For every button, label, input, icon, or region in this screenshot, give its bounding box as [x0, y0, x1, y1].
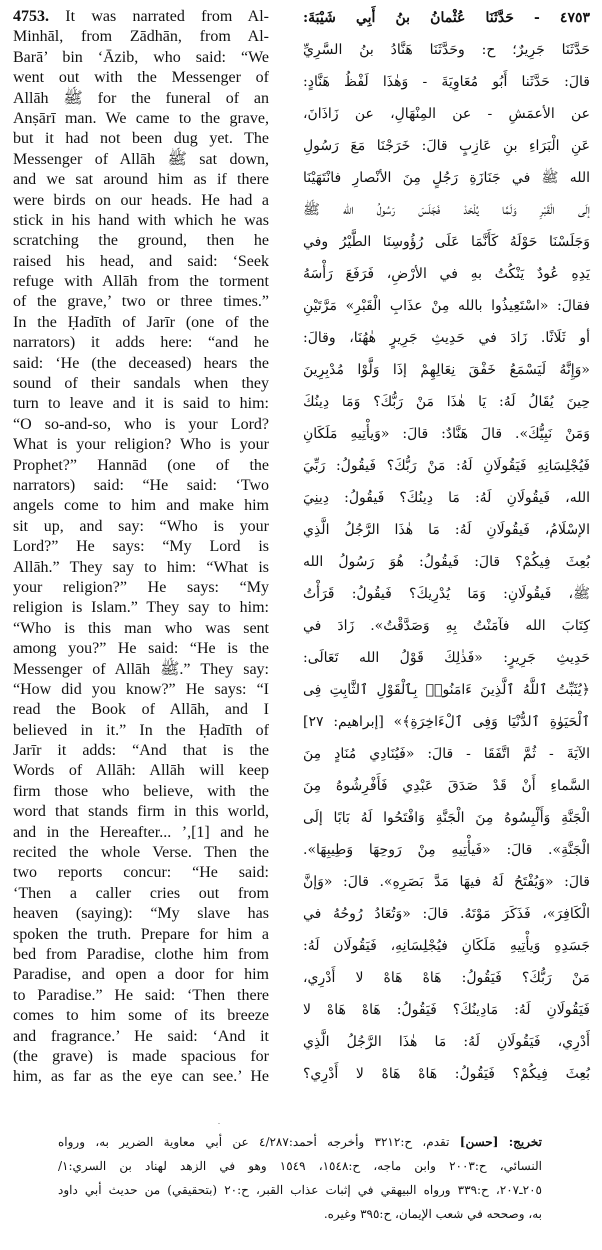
arabic-line: ﷺ، فَيقُولَانِ: وَمَا يُدْرِيكَ؟ فَيقُولُ: قَرَأْتُ — [303, 586, 590, 602]
english-line — [13, 7, 269, 27]
english-line — [13, 721, 269, 741]
arabic-line: فَيُجْلِسَانِهِ فَيَقُولَانِ لَهُ: مَنْ رَبُّكَ؟ فَيقُولُ: رَبِّيَ — [303, 458, 590, 474]
english-line-text: two reports concur: “He said: — [13, 864, 269, 882]
english-line-text: Minhāl, from Zādhān, from Al- — [13, 28, 269, 46]
english-line-text: read the Book of Allāh, and I — [13, 701, 269, 719]
english-line — [13, 333, 269, 353]
arabic-line: عن الأعمَشِ - عن المِنْهَالِ، عن زَاذَانَ، — [303, 106, 590, 122]
arabic-line: ﴿يُثَبِّتُ ٱللَّهُ ٱلَّذِينَ ءَامَنُوا۟ بِٱلْقَوْلِ ٱلثَّابِتِ فِى — [303, 682, 590, 698]
english-line — [13, 170, 269, 190]
english-line-text: (the grave) is made spacious for — [13, 1047, 269, 1065]
english-line-text: “Who is this man who was sent — [13, 619, 269, 637]
arabic-line: الْجَنَّةِ». قالَ: «فَيأْتِيهِ مِنْ رَوحِهَا وَطِيبِهَا». — [303, 842, 590, 858]
arabic-line: حَدِيثِ جَرِيرٍ: «فَذٰلِكَ قَوْلُ الله تَعَالَى: — [303, 650, 590, 666]
arabic-line: بُعِثَ فِيكُمْ؟ قالَ: فَيقُولُ: هُوَ رَسُولُ الله — [303, 554, 590, 570]
english-line — [13, 517, 269, 537]
english-line-text: refuge with Allāh from the torment — [13, 273, 269, 291]
arabic-line: الآيَةَ - ثُمَّ اتَّفَقَا - قالَ: «فَيُنَادِي مُنَادٍ مِنَ — [303, 746, 590, 762]
english-line-text: “How did you know?” He says: “I — [13, 680, 269, 698]
footnote-line — [58, 1154, 542, 1178]
english-line-text: religion is Islam.” They say to him: — [13, 599, 269, 617]
english-translation-column — [13, 7, 269, 1088]
arabic-line: مَنْ رَبُّكَ؟ فَيَقُولُ: هَاهْ هَاهْ لا أَدْرِي، — [303, 970, 590, 986]
english-line-text: Anṣārī man. We came to the grave, — [13, 109, 269, 127]
english-line-text: angels come to him and make him — [13, 497, 269, 515]
english-line-text: Allāh.” They say to him: “What is — [13, 558, 269, 576]
english-line — [13, 68, 269, 88]
english-line — [13, 211, 269, 231]
arabic-line: حِينَ يُقَالُ لَهُ: يَا هٰذَا مَنْ رَبُّكَ؟ وَمَا دِينُكَ — [303, 394, 590, 410]
arabic-line: الْجَنَّةِ وَأَلْبِسُوهُ مِنَ الْجَنَّةِ وَافْتَحُوا لَهُ بَابًا إلَى — [303, 810, 590, 826]
english-line — [13, 496, 269, 516]
english-line-text: “O so-and-so, who is your Lord? — [13, 415, 269, 433]
arabic-line: حَدَّثَنَا جَرِيرٌ؛ ح: وحَدَّثَنَا هَنَّادُ بنُ السَّرِيِّ — [303, 42, 590, 58]
english-line-text: were birds on our heads. He had a — [13, 191, 269, 209]
english-line — [13, 598, 269, 618]
english-line-text: word that stands firm in this world, — [13, 803, 269, 821]
arabic-line: الإسْلَامُ، فَيقُولَانِ لَهُ: مَا هٰذَا الرَّجُلُ الَّذِي — [303, 522, 590, 538]
english-line — [13, 782, 269, 802]
english-line-text: Paradise, and open a door for him — [13, 966, 269, 984]
english-line — [13, 129, 269, 149]
arabic-line: السَّماءِ أَنْ قَدْ صَدَقَ عَبْدِي فَأَفْرِشُوهُ مِنَ — [303, 778, 590, 794]
english-line-text: Messenger of Allāh ﷺ sat down, — [13, 150, 269, 168]
english-line-text: sit up, and say: “Who is your — [13, 517, 269, 535]
english-line-text: Allāh ﷺ for the funeral of an — [13, 89, 270, 107]
english-line-text: heaven (saying): “My slave has — [13, 905, 269, 923]
english-line-text: among you?” He said: “He is the — [13, 640, 269, 658]
english-line-text: Messenger of Allāh ﷺ.” They say: — [13, 660, 269, 678]
english-line-text: Prophet?” Hannād (one of the — [13, 456, 269, 474]
english-line — [13, 578, 269, 598]
footnote-line — [58, 1202, 542, 1226]
footnote-line — [58, 1178, 542, 1202]
arabic-line: أو ثَلَاثًا. زَادَ في حَدِيثِ جَرِيرٍ هٰهُنَا، وقالَ: — [303, 330, 590, 346]
english-line-text: recited the whole Verse. Then the — [13, 844, 269, 862]
english-line-text: It was narrated from Al- — [65, 8, 270, 25]
english-line — [13, 394, 269, 414]
arabic-line: الْكَافِرَ»، فَذَكَرَ مَوْتَهُ. قالَ: «وَتُعَادُ رُوحُهُ في — [303, 906, 590, 922]
english-line-text: and we sat around him as if there — [13, 171, 269, 189]
english-line — [13, 761, 269, 781]
english-line-text: went out with the Messenger of — [13, 69, 269, 87]
english-line-text: to Paradise.” He said: ‘Then there — [13, 986, 269, 1004]
english-line — [13, 150, 269, 170]
english-line-text: and fragrance.’ He said: ‘And it — [13, 1027, 269, 1045]
arabic-line: كِتَابَ الله فآمَنْتُ بِهِ وَصَدَّقْتُ». زَادَ في — [303, 618, 590, 634]
english-line — [13, 1067, 269, 1087]
english-line — [13, 660, 269, 680]
english-line — [13, 884, 269, 904]
arabic-line: أَدْرِي، فَيَقُولَانِ لَهُ: مَا هٰذَا الرَّجُلُ الَّذِي — [303, 1034, 590, 1050]
english-line — [13, 639, 269, 659]
hadith-number: 4753. — [13, 8, 49, 25]
arabic-line: عَنِ الْبَرَاءِ بنِ عَازِبٍ قالَ: خَرَجْنَا مَعَ رَسُولِ — [303, 138, 590, 154]
english-line — [13, 354, 269, 374]
footnote-text: به، وصححه في شعب الإيمان، ح:٣٩٥ وغيره. — [323, 1207, 542, 1221]
english-line — [13, 476, 269, 496]
english-line-text: believed in it.” In the Ḥadīth of — [13, 721, 269, 739]
scan-speck — [218, 1123, 220, 1124]
english-line — [13, 313, 269, 333]
english-line — [13, 231, 269, 251]
english-line — [13, 680, 269, 700]
english-line — [13, 823, 269, 843]
english-line — [13, 191, 269, 211]
arabic-line: قالَ: «وَيُفْتَحُ لَهُ فيهَا مَدَّ بَصَرِهِ». قالَ: «وَإنَّ — [303, 874, 590, 890]
english-line-text: In the Ḥadīth of Jarīr (one of the — [13, 313, 269, 331]
arabic-line: فقالَ: «اسْتَعِيذُوا بالله مِنْ عذَابِ الْقَبْرِ» مَرَّتَيْنِ — [303, 298, 590, 314]
english-line — [13, 252, 269, 272]
footnote-line — [58, 1130, 542, 1154]
english-line-text: narrators) it adds here: “and he — [13, 334, 269, 352]
english-line-text: comes to him some of its breeze — [13, 1007, 269, 1025]
english-line-text: Words of Allāh: Allāh will keep — [13, 762, 269, 780]
english-line-text: turn to leave and it is said to him: — [13, 395, 269, 413]
english-line — [13, 109, 269, 129]
arabic-line: يَدِهِ عُودٌ يَنْكُتُ بهِ في الأرْضِ، فَرَفَعَ رَأْسَهُ — [303, 266, 590, 282]
english-line — [13, 374, 269, 394]
english-line-text: of the grave,’ two or three times.” — [13, 293, 269, 311]
english-line-text: sound of their sandals when they — [13, 375, 269, 393]
arabic-line: ٤٧٥٣ - حَدَّثَنَا عُثْمانُ بنُ أَبِي شَيْبَةَ: — [303, 10, 590, 26]
english-line — [13, 537, 269, 557]
english-line-text: spoken the truth. Prepare for him a — [13, 925, 269, 943]
english-line — [13, 292, 269, 312]
footnote-label: تخريج: — [508, 1135, 542, 1149]
english-line — [13, 619, 269, 639]
english-line — [13, 1006, 269, 1026]
english-line — [13, 802, 269, 822]
arabic-line: جَسَدِهِ وَيأْتِيهِ مَلَكَانِ فيُجْلِسَانِهِ، فَيَقُولَان لَهُ: — [303, 938, 590, 954]
arabic-line: وَجَلَسْنَا حَوْلَهُ كَأَنَّمَا عَلَى رُؤُوسِنَا الطَّيْرُ وفي — [303, 234, 590, 250]
english-line-text: firm those who believe, with the — [13, 782, 269, 800]
english-line-text: Barā’ bin ‘Āzib, who said: “We — [13, 48, 269, 66]
english-line — [13, 1027, 269, 1047]
english-line-text: ‘Then a caller cries out from — [13, 884, 269, 902]
english-line-text: raised his head, and said: ‘Seek — [13, 252, 269, 270]
english-line — [13, 965, 269, 985]
english-line — [13, 558, 269, 578]
arabic-line: بُعِثَ فِيكُمْ؟ فَيَقُولُ: هَاهْ هَاهْ لا أَدْرِي؟ — [303, 1066, 590, 1082]
english-line — [13, 27, 269, 47]
english-line — [13, 48, 269, 68]
english-line-text: bed from Paradise, clothe him from — [13, 945, 269, 963]
english-line-text: but it had not been dug yet. The — [13, 130, 269, 148]
english-line-text: your religion?” He says: “My — [13, 578, 269, 596]
arabic-line: الله، فَيقُولَانِ لَهُ: مَا دِينُكَ؟ فَيقُولُ: دِينِيَ — [303, 490, 590, 506]
arabic-text-column — [303, 2, 590, 1090]
english-line-text: What is your religion? Who is your — [13, 436, 269, 454]
english-line — [13, 456, 269, 476]
english-line — [13, 925, 269, 945]
english-line-text: and in the Hereafter... ’,[1] and he — [13, 823, 269, 841]
arabic-line: فَيَقُولَانِ لَهُ: مَادِينُكَ؟ فَيَقُولُ: هَاهْ هَاهْ لا — [303, 1002, 590, 1018]
english-line — [13, 89, 269, 109]
english-line — [13, 863, 269, 883]
english-line-text: Jarīr it adds: “And that is the — [13, 742, 269, 760]
takhrij-footnote — [58, 1130, 542, 1226]
english-line-text: said: ‘He (the deceased) hears the — [13, 354, 269, 372]
english-line — [13, 415, 269, 435]
footnote-text: تقدم، ح:٣٢١٢ وأخرجه أحمد:٤/٢٨٧ عن أبي معاوية الضرير به، ورواه — [58, 1135, 450, 1149]
english-line — [13, 945, 269, 965]
arabic-line: الله ﷺ في جَنَازَةِ رَجُلٍ مِنَ الأنْصارِ فانْتَهَيْنَا — [303, 170, 590, 186]
footnote-text: ٢٠٥ـ٢٠٧، ح:٣٣٩ ورواه البيهقي في إثبات عذاب القبر، ح:٢٠ (بتحقيقي) من حديث أبي داود — [58, 1183, 542, 1197]
english-line — [13, 700, 269, 720]
english-line — [13, 741, 269, 761]
english-line — [13, 435, 269, 455]
english-line-text: scratching the ground, then he — [13, 232, 269, 250]
english-line — [13, 272, 269, 292]
footnote-text: النسائي، ح:٢٠٠٣ وابن ماجه، ح:١٥٤٨، ١٥٤٩ وهو في الزهد لهناد بن السري:١/ — [58, 1159, 542, 1173]
arabic-line: ٱلْحَيَوٰةِ ٱلدُّنْيَا وَفِى ٱلْءَاخِرَةِ﴾» [إبراهيم: ٢٧] — [303, 714, 590, 730]
english-line — [13, 1047, 269, 1067]
english-line-text: him, as far as the eye can see.’ He — [13, 1068, 269, 1086]
english-line-text: narrators) said: “He said: ‘Two — [13, 476, 269, 494]
arabic-line: قالَ: حَدَّثَنا أَبُو مُعَاوِيَةَ - وَهٰذَا لَفْظُ هَنَّادٍ: — [303, 74, 590, 90]
arabic-line: إلَى الْقَبْرِ وَلَمَّا يُلْحَدْ فَجَلَسَ رَسُولُ الله ﷺ — [303, 202, 590, 218]
english-line-text: stick in his hand with which he was — [13, 211, 269, 229]
english-line — [13, 904, 269, 924]
grade-badge: [حسن] — [459, 1135, 499, 1149]
arabic-line: «وَإِنَّهُ لَيَسْمَعُ خَفْقَ نِعَالِهِمْ إذَا وَلَّوْا مُدْبِرِينَ — [303, 362, 590, 378]
english-line — [13, 986, 269, 1006]
english-line — [13, 843, 269, 863]
arabic-line: وَمَنْ نَبِيُّكَ». قالَ هَنَّادٌ: قالَ: «وَيأْتِيهِ مَلَكَانِ — [303, 426, 590, 442]
english-line-text: Lord?” He says: “My Lord is — [13, 538, 269, 556]
